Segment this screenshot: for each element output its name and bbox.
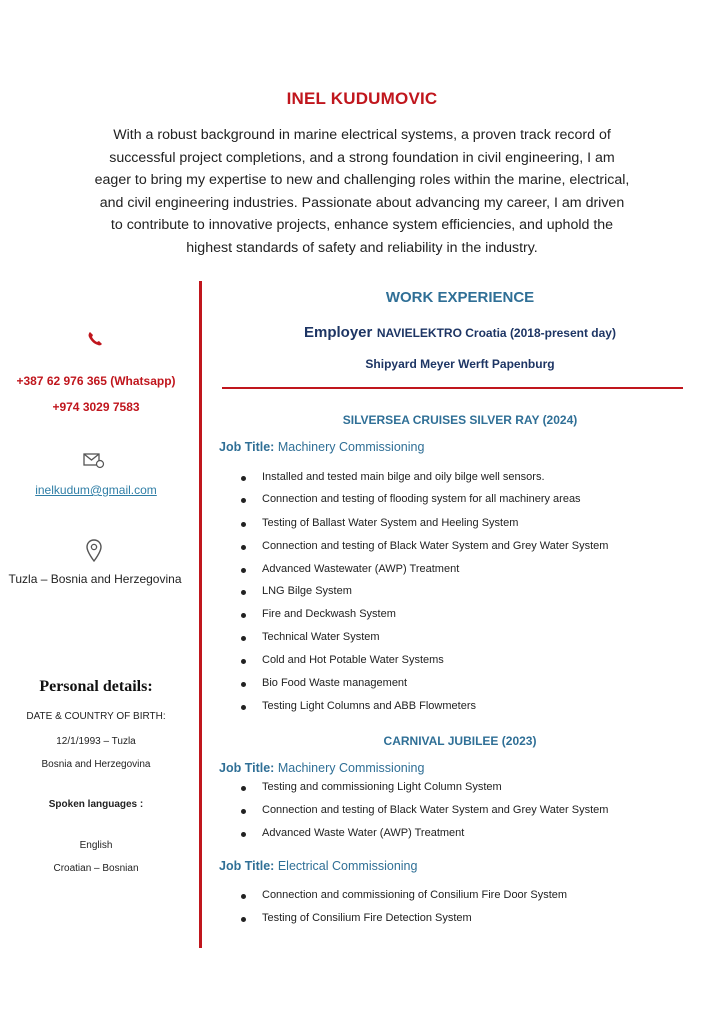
phone-primary[interactable]: +387 62 976 365 (Whatsapp) bbox=[16, 374, 176, 388]
job-title-label: Job Title: bbox=[219, 440, 275, 454]
job-title-value: Machinery Commissioning bbox=[277, 440, 425, 454]
project-ship: SILVERSEA CRUISES SILVER RAY (2024) bbox=[342, 413, 578, 427]
section-divider bbox=[222, 387, 683, 389]
email-link[interactable]: inelkudum@gmail.com bbox=[35, 483, 157, 497]
job-title-label: Job Title: bbox=[219, 761, 275, 775]
profile-summary: With a robust background in marine electrical systems, a proven track record of successful project completions, and a strong foundation in civil engineering, I am eager to bring my expertise to new and challenging roles within the marine, electrical, and civil engineering industries. Passionate about advancing my career, I am driven to contribute to innovative projects, enhance system efficiencies, and uphold the highest standards of safety and reliability in the industry. bbox=[94, 127, 630, 256]
job-title-value: Machinery Commissioning bbox=[277, 761, 425, 775]
project-ship: CARNIVAL JUBILEE (2023) bbox=[383, 734, 537, 748]
work-experience-heading: WORK EXPERIENCE bbox=[385, 289, 535, 306]
job-title bbox=[219, 761, 424, 775]
dob-country: Bosnia and Herzegovina bbox=[41, 759, 151, 770]
language-item: English bbox=[79, 840, 113, 851]
dob-label: DATE & COUNTRY OF BIRTH: bbox=[26, 711, 166, 722]
personal-details-title: Personal details: bbox=[39, 678, 153, 695]
phone-icon bbox=[86, 330, 104, 348]
job-title-value: Electrical Commissioning bbox=[277, 859, 418, 873]
email-icon bbox=[83, 452, 105, 470]
employer-value: NAVIELEKTRO Croatia (2018-present day) bbox=[376, 326, 616, 340]
shipyard: Shipyard Meyer Werft Papenburg bbox=[365, 357, 555, 371]
job-title bbox=[219, 440, 424, 454]
candidate-name: INEL KUDUMOVIC bbox=[286, 89, 438, 108]
languages-label: Spoken languages : bbox=[48, 799, 144, 810]
phone-secondary[interactable]: +974 3029 7583 bbox=[52, 400, 140, 414]
language-item: Croatian – Bosnian bbox=[53, 863, 139, 874]
column-divider bbox=[199, 281, 202, 948]
job-title bbox=[219, 859, 417, 873]
location-text: Tuzla – Bosnia and Herzegovina bbox=[8, 572, 182, 586]
employer-line bbox=[220, 324, 700, 342]
employer-label: Employer bbox=[304, 324, 373, 341]
job-title-label: Job Title: bbox=[219, 859, 275, 873]
location-pin-icon bbox=[85, 539, 103, 563]
dob-value: 12/1/1993 – Tuzla bbox=[56, 736, 136, 747]
